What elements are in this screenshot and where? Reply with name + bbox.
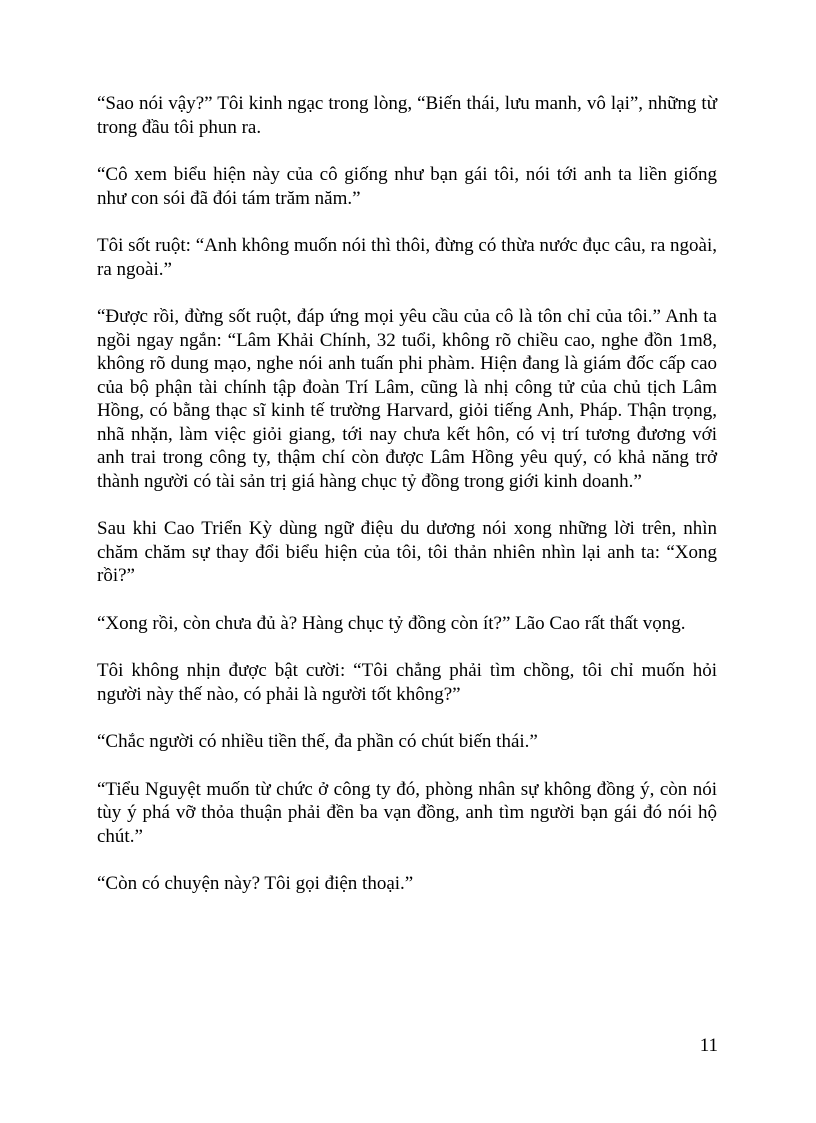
paragraph: Tôi sốt ruột: “Anh không muốn nói thì thôi, đừng có thừa nước đục câu, ra ngoài, ra ngoài.” <box>97 235 717 280</box>
paragraph: “Xong rồi, còn chưa đủ à? Hàng chục tỷ đồng còn ít?” Lão Cao rất thất vọng. <box>97 612 686 634</box>
paragraph: Tôi không nhịn được bật cười: “Tôi chẳng phải tìm chồng, tôi chỉ muốn hỏi người này thế nào, có phải là người tốt không?” <box>97 660 717 705</box>
page-body <box>97 92 717 920</box>
paragraph: “Còn có chuyện này? Tôi gọi điện thoại.” <box>97 873 414 894</box>
paragraph: Sau khi Cao Triển Kỳ dùng ngữ điệu du dương nói xong những lời trên, nhìn chăm chăm sự thay đổi biểu hiện của tôi, tôi thản nhiên nhìn lại anh ta: “Xong rồi?” <box>97 518 717 586</box>
paragraph: “Sao nói vậy?” Tôi kinh ngạc trong lòng, “Biến thái, lưu manh, vô lại”, những từ trong đầu tôi phun ra. <box>97 93 717 138</box>
paragraph: “Được rồi, đừng sốt ruột, đáp ứng mọi yêu cầu của cô là tôn chỉ của tôi.” Anh ta ngồi ngay ngắn: “Lâm Khải Chính, 32 tuổi, không rõ chiều cao, nghe đồn 1m8, không rõ dung mạo, nghe nói anh tuấn phi phàm. Hiện đang là giám đốc cấp cao của bộ phận tài chính tập đoàn Trí Lâm, cũng là nhị công tử của chủ tịch Lâm Hồng, có bằng thạc sĩ kinh tế trường Harvard, giỏi tiếng Anh, Pháp. Thận trọng, nhã nhặn, làm việc giỏi giang, tới nay chưa kết hôn, có vị trí tương đương với anh trai trong công ty, thậm chí còn được Lâm Hồng yêu quý, có khả năng trở thành người có tài sản trị giá hàng chục tỷ đồng trong giới kinh doanh.” <box>97 306 717 492</box>
paragraph: “Cô xem biểu hiện này của cô giống như bạn gái tôi, nói tới anh ta liền giống như con sói đã đói tám trăm năm.” <box>97 164 717 209</box>
page-number: 11 <box>699 1035 718 1056</box>
paragraph: “Tiểu Nguyệt muốn từ chức ở công ty đó, phòng nhân sự không đồng ý, còn nói tùy ý phá vỡ thỏa thuận phải đền ba vạn đồng, anh tìm người bạn gái đó nói hộ chút.” <box>97 778 717 847</box>
paragraph: “Chắc người có nhiều tiền thế, đa phần có chút biến thái.” <box>97 731 538 752</box>
